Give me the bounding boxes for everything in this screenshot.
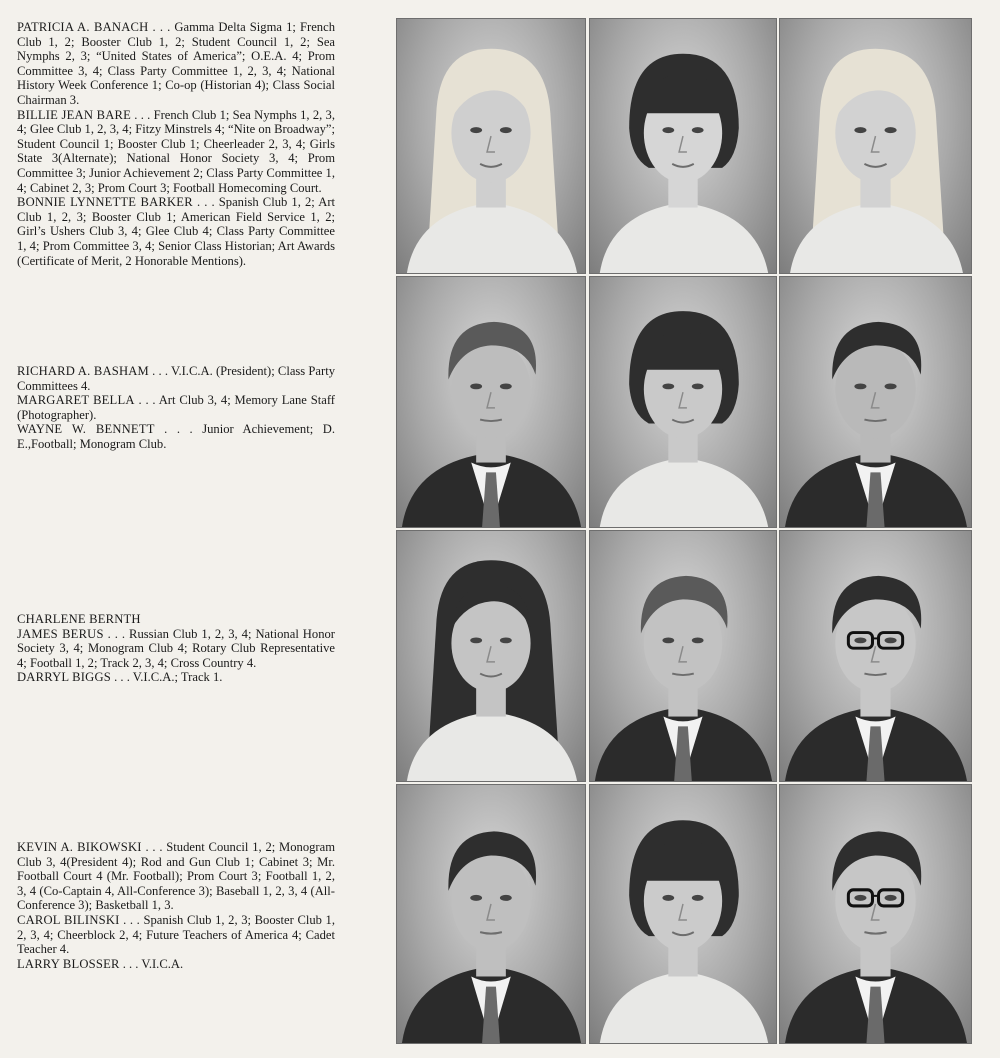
student-portrait xyxy=(396,784,586,1044)
activities: . . . V.I.C.A. xyxy=(119,956,184,971)
student-name: BONNIE LYNNETTE BARKER xyxy=(17,195,193,210)
student-portrait xyxy=(779,784,972,1044)
activities: . . . Junior Achievement; D. E.,Football; Monogram Club. xyxy=(17,422,335,451)
bio-group-2 xyxy=(17,364,335,452)
student-portrait xyxy=(396,276,586,528)
activities: . . . V.I.C.A. (President); Class Party Committees 4. xyxy=(17,364,336,393)
student-portrait xyxy=(779,530,972,782)
activities: . . . Spanish Club 1, 2, 3; Booster Club 1, 2, 3, 4; Cheerblock 2, 4; Future Teachers of America 4; Cadet Teacher 4. xyxy=(17,912,336,957)
student-name: RICHARD A. BASHAM xyxy=(17,364,149,378)
bio-entry xyxy=(17,364,335,393)
bio-entry xyxy=(17,957,335,972)
student-name: MARGARET BELLA xyxy=(17,393,135,408)
activities: . . . French Club 1; Sea Nymphs 1, 2, 3, 4; Glee Club 1, 2, 3, 4; Fitzy Minstrels 4; “Nite on Broadway”; Student Council 1; Booster Club 1; Cheerleader 2, 3, 4; Girls State 3(Alternate); National Honor Society 3, 4; Prom Committee 3; Junior Achievement 2; Class Party Committee 1, 4; Cabinet 2, 3; Prom Court 3; Football Homecoming Court. xyxy=(17,107,335,195)
bio-entry xyxy=(17,627,335,671)
student-name: BILLIE JEAN BARE xyxy=(17,107,131,122)
bio-entry xyxy=(17,670,335,685)
student-name: KEVIN A. BIKOWSKI xyxy=(17,840,142,854)
activities: . . . Russian Club 1, 2, 3, 4; National Honor Society 3, 4; Monogram Club 4; Rotary Club Representative 4; Football 1, 2; Track 2, 3, 4; Cross Country 4. xyxy=(17,626,335,670)
student-portrait xyxy=(779,276,972,528)
bio-group-1 xyxy=(17,20,335,268)
student-portrait xyxy=(589,276,777,528)
bio-entry xyxy=(17,195,335,268)
student-name: CAROL BILINSKI xyxy=(17,912,120,927)
bio-entry xyxy=(17,612,335,627)
student-portrait xyxy=(589,530,777,782)
portrait-grid xyxy=(396,18,972,1046)
student-name: CHARLENE BERNTH xyxy=(17,612,141,626)
bio-entry xyxy=(17,840,335,913)
activities: . . . Art Club 3, 4; Memory Lane Staff (Photographer). xyxy=(17,393,335,422)
activities: . . . Spanish Club 1, 2; Art Club 1, 2, 3; Booster Club 1; American Field Service 1, 2; Girl’s Ushers Club 3, 4; Glee Club 4; Class Party Committee 1, 4; Prom Committee 3, 4; Senior Class Historian; Art Awards (Certificate of Merit, 2 Honorable Mentions). xyxy=(17,195,336,268)
activities: . . . Gamma Delta Sigma 1; French Club 1, 2; Booster Club 1, 2; Student Council 1, 2; Sea Nymphs 2, 3; “United States of America”; O.E.A. 4; Prom Committee 3, 4; Class Party Committee 1, 2, 3, 4; National History Week Conference 1; Co-op (Historian 4); Class Social Chairman 3. xyxy=(17,20,335,107)
student-name: JAMES BERUS xyxy=(17,626,104,641)
bio-entry xyxy=(17,108,335,196)
bio-entry xyxy=(17,913,335,957)
student-name: LARRY BLOSSER xyxy=(17,956,120,971)
bio-entry xyxy=(17,422,335,451)
bio-group-4 xyxy=(17,840,335,971)
bio-group-3 xyxy=(17,612,335,685)
student-portrait xyxy=(779,18,972,274)
student-name: DARRYL BIGGS xyxy=(17,670,111,685)
student-name: WAYNE W. BENNETT xyxy=(17,422,155,437)
student-name: PATRICIA A. BANACH xyxy=(17,20,149,34)
bio-entry xyxy=(17,20,335,108)
bio-entry xyxy=(17,393,335,422)
student-portrait xyxy=(589,784,777,1044)
activities: . . . Student Council 1, 2; Monogram Club 3, 4(President 4); Rod and Gun Club 1; Cabinet 3; Mr. Football Court 4 (Mr. Football); Prom Court 3; Football 1, 2, 3, 4 (Co-Captain 4, All-Conference 3); Baseball 1, 2, 3, 4 (All-Conference 3); Basketball 1, 3. xyxy=(17,840,335,913)
activities: . . . V.I.C.A.; Track 1. xyxy=(110,670,223,685)
student-portrait xyxy=(396,18,586,274)
student-portrait xyxy=(589,18,777,274)
student-portrait xyxy=(396,530,586,782)
